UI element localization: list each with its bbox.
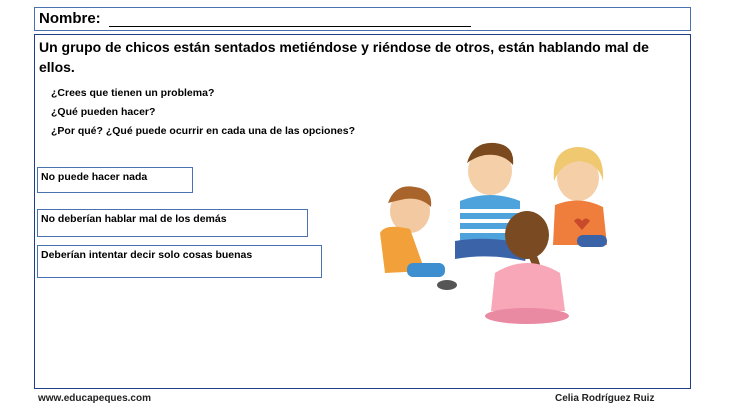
- children-circle-illustration: [355, 123, 655, 326]
- exercise-box: [34, 34, 691, 389]
- question-1: ¿Crees que tienen un problema?: [51, 87, 215, 99]
- footer-website[interactable]: www.educapeques.com: [38, 393, 151, 404]
- name-label: Nombre:: [39, 10, 101, 27]
- option-3[interactable]: Deberían intentar decir solo cosas buenas: [37, 245, 322, 278]
- footer-author: Celia Rodríguez Ruiz: [555, 393, 655, 404]
- question-3: ¿Por qué? ¿Qué puede ocurrir en cada una de las opciones?: [51, 125, 355, 137]
- option-2[interactable]: No deberían hablar mal de los demás: [37, 209, 308, 237]
- exercise-prompt: Un grupo de chicos están sentados metiéndose y riéndose de otros, están hablando mal de ellos.: [39, 39, 649, 75]
- option-1[interactable]: No puede hacer nada: [37, 167, 193, 193]
- question-2: ¿Qué pueden hacer?: [51, 106, 156, 118]
- name-box: [34, 7, 691, 31]
- name-write-line[interactable]: [109, 26, 471, 27]
